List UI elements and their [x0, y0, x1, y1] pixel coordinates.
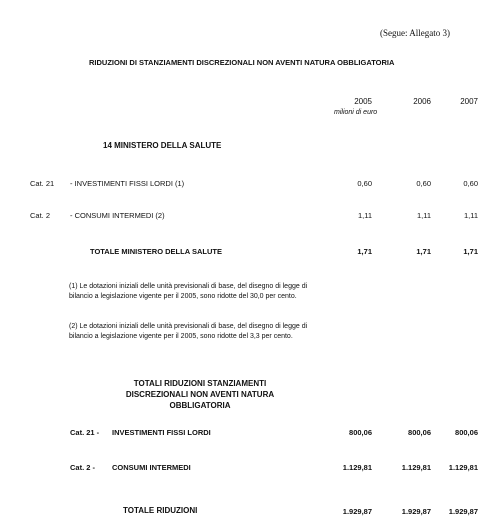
row-desc-consumi: - CONSUMI INTERMEDI (2) — [70, 211, 165, 220]
totale-riduzioni-2006: 1.929,87 — [401, 507, 431, 516]
totali-title-line-3: OBBLIGATORIA — [169, 401, 231, 410]
totali-row1-2006: 800,06 — [408, 428, 431, 437]
total-ministero-label: TOTALE MINISTERO DELLA SALUTE — [90, 247, 222, 256]
totale-riduzioni-label: TOTALE RIDUZIONI — [123, 506, 198, 515]
totali-row2-2006: 1.129,81 — [401, 463, 431, 472]
row2-value-2007: 1,11 — [463, 211, 478, 220]
totali-cat-2: Cat. 2 - — [70, 463, 96, 472]
row2-value-2005: 1,11 — [357, 211, 372, 220]
row-desc-investimenti: - INVESTIMENTI FISSI LORDI (1) — [70, 179, 185, 188]
totali-row2-2005: 1.129,81 — [342, 463, 372, 472]
unit-label: milioni di euro — [334, 109, 378, 116]
document-title: RIDUZIONI DI STANZIAMENTI DISCREZIONALI NON AVENTI NATURA OBBLIGATORIA — [89, 58, 395, 67]
total-ministero-2007: 1,71 — [463, 247, 478, 256]
row1-value-2005: 0,60 — [357, 179, 372, 188]
total-ministero-2006: 1,71 — [416, 247, 431, 256]
year-2005-header: 2005 — [354, 97, 372, 106]
totali-row2-2007: 1.129,81 — [448, 463, 478, 472]
totali-row1-2007: 800,06 — [455, 428, 478, 437]
total-ministero-2005: 1,71 — [357, 247, 372, 256]
totale-riduzioni-2005: 1.929,87 — [342, 507, 372, 516]
footnote-1: (1) Le dotazioni iniziali delle unità previsionali di base, del disegno di legge di bilancio a legislazione vigente per il 2005, sono ridotte del 30,0 per cento. — [69, 283, 308, 300]
year-2006-header: 2006 — [413, 97, 431, 106]
totali-cat-21: Cat. 21 - — [70, 428, 100, 437]
year-2007-header: 2007 — [460, 97, 478, 106]
totali-title-line-1: TOTALI RIDUZIONI STANZIAMENTI — [133, 379, 267, 388]
totali-desc-consumi: CONSUMI INTERMEDI — [112, 463, 191, 472]
row-cat-21: Cat. 21 — [30, 179, 55, 188]
totali-title-line-2: DISCREZIONALI NON AVENTI NATURA — [125, 390, 275, 399]
footnote-2: (2) Le dotazioni iniziali delle unità previsionali di base, del disegno di legge di bilancio a legislazione vigente per il 2005, sono ridotte del 3,3 per cento. — [69, 323, 308, 340]
row-cat-2: Cat. 2 — [30, 211, 51, 220]
row1-value-2006: 0,60 — [416, 179, 431, 188]
totale-riduzioni-2007: 1.929,87 — [448, 507, 478, 516]
section-title: 14 MINISTERO DELLA SALUTE — [103, 141, 222, 150]
totali-desc-investimenti: INVESTIMENTI FISSI LORDI — [112, 428, 211, 437]
totali-row1-2005: 800,06 — [349, 428, 372, 437]
row1-value-2007: 0,60 — [463, 179, 478, 188]
header-note: (Segue: Allegato 3) — [380, 28, 450, 38]
row2-value-2006: 1,11 — [416, 211, 431, 220]
